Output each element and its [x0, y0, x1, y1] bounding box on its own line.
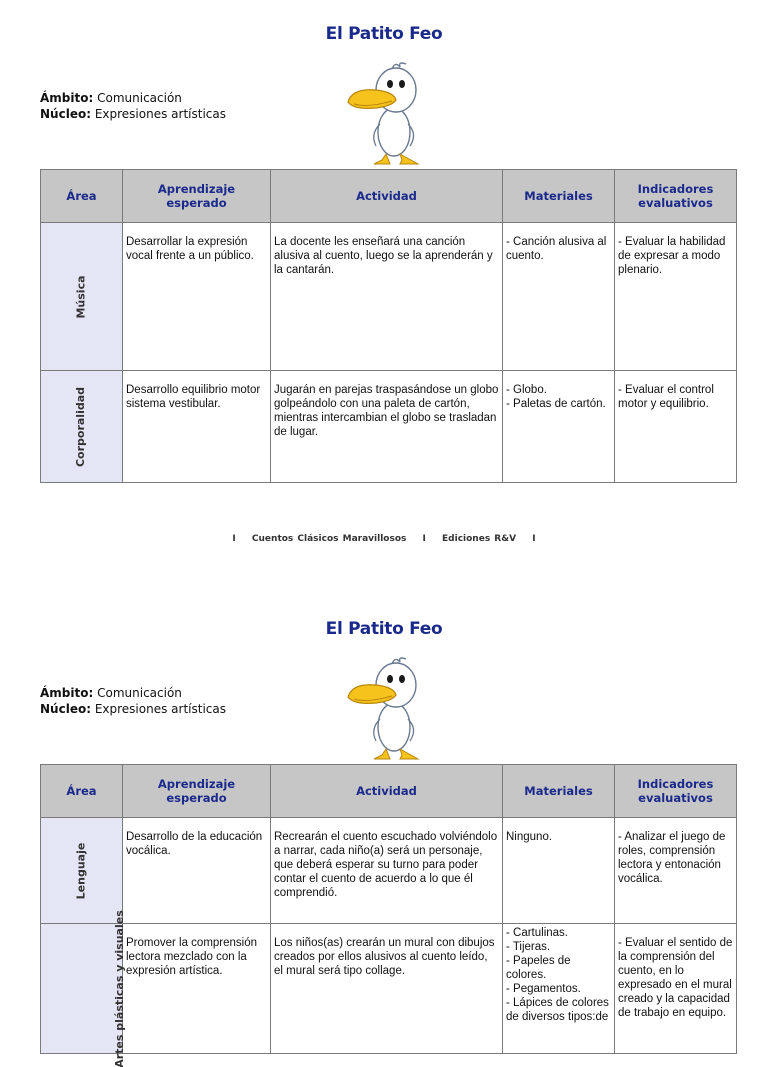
- aprendizaje-cell: Desarrollar la expresión vocal frente a un público.: [123, 223, 271, 371]
- ambito-label: Ámbito:: [40, 686, 94, 700]
- actividad-cell: Recrearán el cuento escuchado volviéndolo a narrar, cada niño(a) será un personaje, que deberá esperar su turno para poder contar el cuento de acuerdo a lo que él comprendió.: [271, 818, 503, 924]
- actividad-cell: Los niños(as) crearán un mural con dibujos creados por ellos alusivos al cuento leído, el mural será tipo collage.: [271, 924, 503, 1054]
- duck-illustration: [342, 60, 432, 170]
- nucleo-value: Expresiones artísticas: [94, 702, 226, 716]
- table-row: [41, 371, 737, 483]
- ambito-line: [40, 685, 226, 701]
- indicadores-cell: - Evaluar el sentido de la comprensión del cuento, en lo expresado en el mural creado y la capacidad de trabajo en equipo.: [615, 924, 737, 1054]
- actividad-cell: Jugarán en parejas traspasándose un globo golpeándolo con una paleta de cartón, mientras intercambian el globo se trasladan de lugar.: [271, 371, 503, 483]
- header-aprendizaje: Aprendizaje esperado: [123, 765, 271, 818]
- header-materiales: Materiales: [503, 170, 615, 223]
- aprendizaje-cell: Desarrollo equilibrio motor sistema vestibular.: [123, 371, 271, 483]
- footer-series: Cuentos Clásicos Maravillosos: [251, 534, 407, 544]
- footer-separator: I: [532, 534, 536, 544]
- header-actividad: Actividad: [271, 170, 503, 223]
- table-row: [41, 924, 737, 1054]
- area-label: Música: [74, 274, 88, 319]
- area-cell: [41, 223, 123, 371]
- lesson-plan-table: [40, 169, 737, 483]
- page-2: [0, 595, 768, 1067]
- actividad-cell: La docente les enseñará una canción alusiva al cuento, luego se la aprenderán y la cantarán.: [271, 223, 503, 371]
- aprendizaje-cell: Desarrollo de la educación vocálica.: [123, 818, 271, 924]
- area-cell: [41, 371, 123, 483]
- footer-separator: I: [232, 534, 236, 544]
- nucleo-label: Núcleo:: [40, 702, 91, 716]
- header-area: Área: [41, 170, 123, 223]
- aprendizaje-cell: Promover la comprensión lectora mezclado con la expresión artística.: [123, 924, 271, 1054]
- nucleo-line: [40, 701, 226, 717]
- header-area: Área: [41, 765, 123, 818]
- header-materiales: Materiales: [503, 765, 615, 818]
- page-title: El Patito Feo: [325, 24, 443, 44]
- nucleo-line: [40, 106, 226, 122]
- header-actividad: Actividad: [271, 765, 503, 818]
- nucleo-label: Núcleo:: [40, 107, 91, 121]
- meta-block: [40, 90, 226, 122]
- duck-illustration: [342, 655, 432, 765]
- area-label: Corporalidad: [74, 386, 88, 467]
- nucleo-value: Expresiones artísticas: [94, 107, 226, 121]
- table-row: [41, 223, 737, 371]
- lesson-plan-table: [40, 764, 737, 1067]
- table-header-row: [41, 765, 737, 818]
- footer-publisher: Ediciones R&V: [442, 534, 517, 544]
- footer-separator: I: [422, 534, 426, 544]
- area-label: Lenguaje: [74, 842, 88, 899]
- page-title: El Patito Feo: [325, 619, 443, 639]
- indicadores-cell: - Evaluar la habilidad de expresar a modo plenario.: [615, 223, 737, 371]
- ambito-value: Comunicación: [97, 91, 182, 105]
- header-indicadores: Indicadores evaluativos: [615, 765, 737, 818]
- ambito-value: Comunicación: [97, 686, 182, 700]
- table-row: [41, 818, 737, 924]
- header-aprendizaje: Aprendizaje esperado: [123, 170, 271, 223]
- area-cell: [41, 818, 123, 924]
- table-header-row: [41, 170, 737, 223]
- ambito-label: Ámbito:: [40, 91, 94, 105]
- materiales-cell: Ninguno.: [503, 818, 615, 924]
- materiales-cell: - Cartulinas. - Tijeras. - Papeles de colores. - Pegamentos. - Lápices de colores de diversos tipos:de: [503, 924, 615, 1054]
- indicadores-cell: - Evaluar el control motor y equilibrio.: [615, 371, 737, 483]
- area-label: Artes plásticas y visuales: [112, 909, 126, 1067]
- header-indicadores: Indicadores evaluativos: [615, 170, 737, 223]
- area-cell: [41, 909, 126, 1067]
- materiales-cell: - Canción alusiva al cuento.: [503, 223, 615, 371]
- indicadores-cell: - Analizar el juego de roles, comprensión lectora y entonación vocálica.: [615, 818, 737, 924]
- ambito-line: [40, 90, 226, 106]
- materiales-cell: - Globo. - Paletas de cartón.: [503, 371, 615, 483]
- meta-block: [40, 685, 226, 717]
- page-footer: [0, 534, 768, 544]
